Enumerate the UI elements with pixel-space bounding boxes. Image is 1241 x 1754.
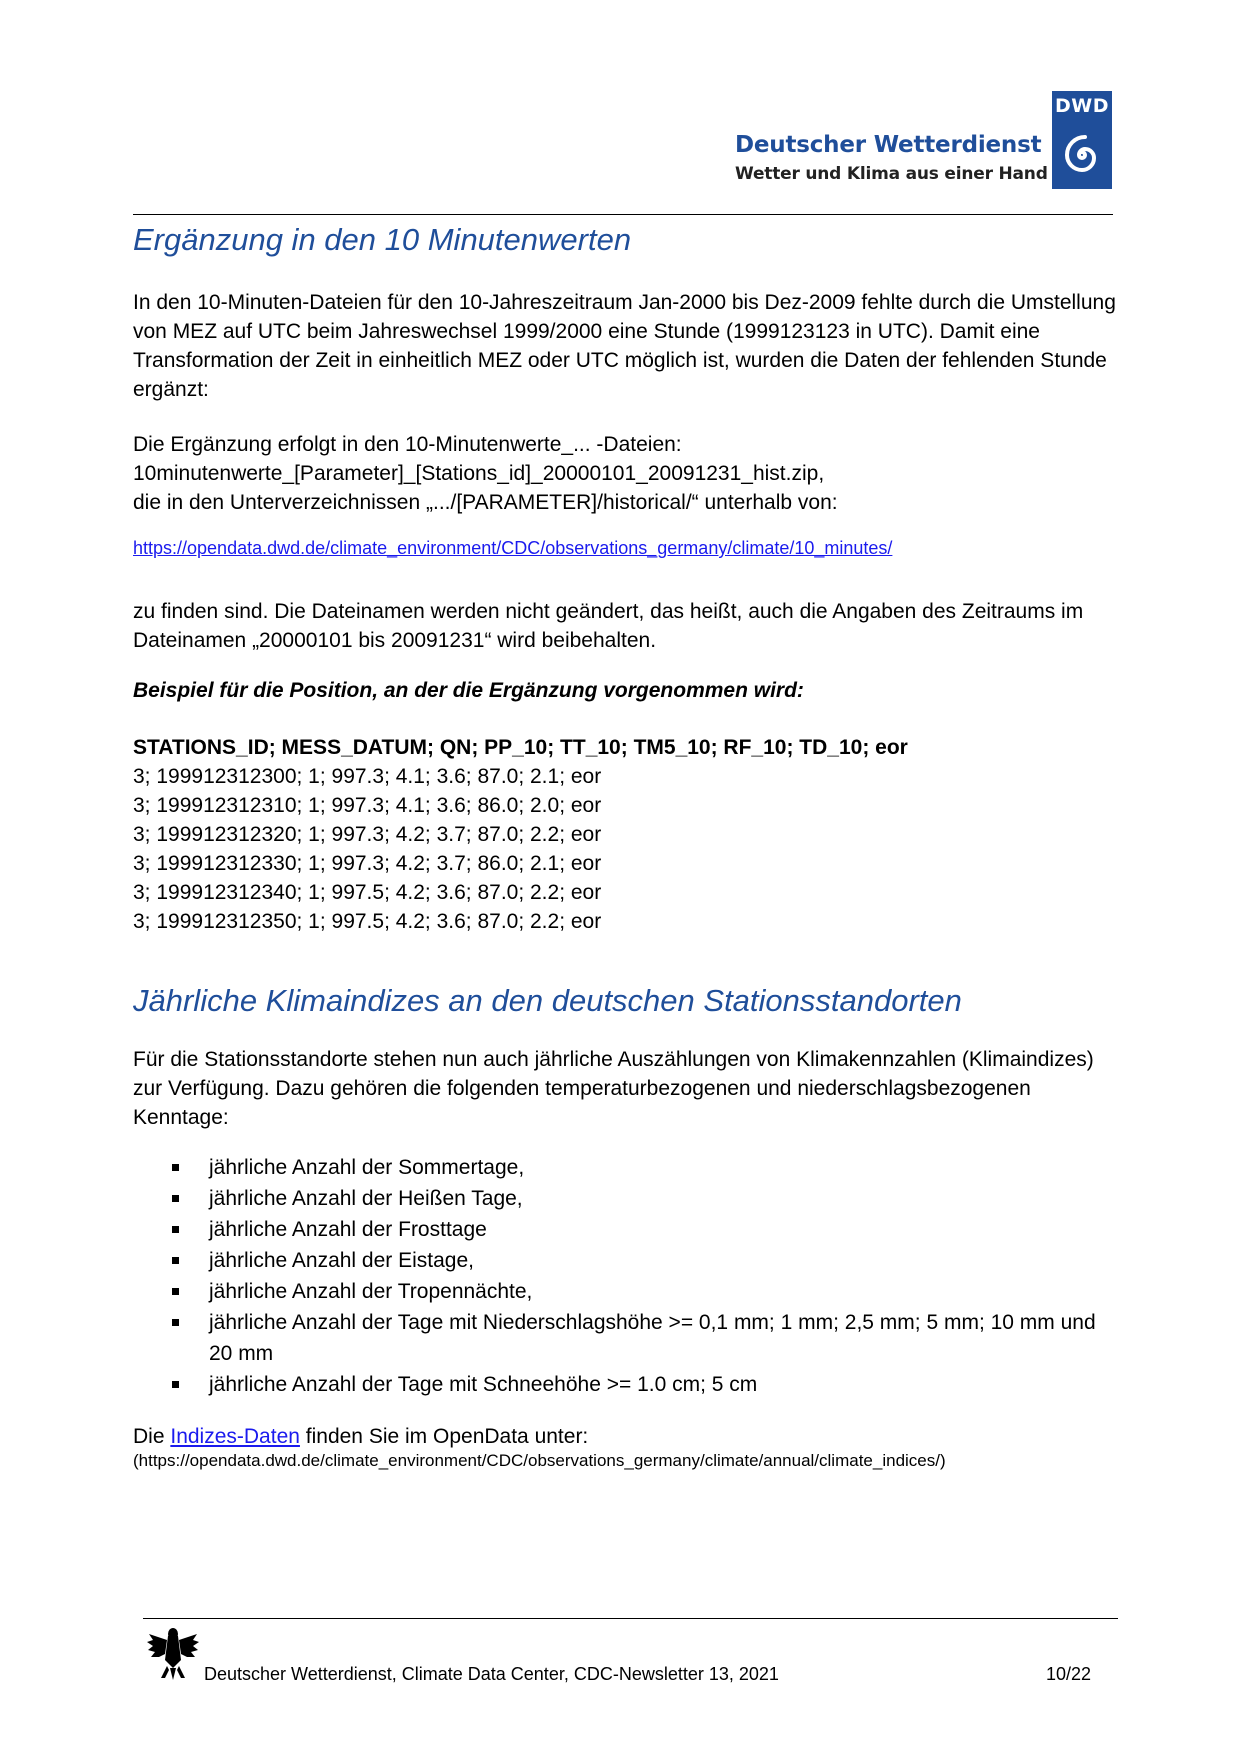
section-heading-10min: Ergänzung in den 10 Minutenwerten: [133, 222, 632, 257]
paragraph-intro: In den 10-Minuten-Dateien für den 10-Jahreszeitraum Jan-2000 bis Dez-2009 fehlte durch die Umstellung von MEZ auf UTC beim Jahreswechsel 1999/2000 eine Stunde (1999123123 in UTC). Damit eine Transformation der Zeit in einheitlich MEZ oder UTC möglich ist, wurden die Daten der fehlenden Stunde ergänzt:: [133, 291, 1116, 401]
bullet-icon: [172, 1195, 179, 1202]
page-number: 10/22: [1046, 1664, 1092, 1684]
dwd-logo-text: DWD: [1054, 95, 1109, 117]
dwd-logo: [1052, 91, 1112, 189]
list-item: jährliche Anzahl der Heißen Tage,: [172, 1183, 1102, 1214]
federal-eagle-icon: [145, 1624, 201, 1682]
files-line-1: Die Ergänzung erfolgt in den 10-Minutenwerte_... -Dateien:: [133, 433, 682, 456]
example-title: Beispiel für die Position, an der die Ergänzung vorgenommen wird:: [133, 679, 804, 702]
table-row: 3; 199912312320; 1; 997.3; 4.2; 3.7; 87.0; 2.2; eor: [133, 823, 602, 846]
bullet-icon: [172, 1319, 179, 1326]
section-heading-climate-indices: Jährliche Klimaindizes an den deutschen Stationsstandorten: [133, 983, 962, 1018]
table-row: 3; 199912312310; 1; 997.3; 4.1; 3.6; 86.0; 2.0; eor: [133, 794, 602, 817]
bullet-icon: [172, 1381, 179, 1388]
table-row: 3; 199912312300; 1; 997.3; 4.1; 3.6; 87.0; 2.1; eor: [133, 765, 602, 788]
header-divider: [133, 214, 1113, 215]
bullet-icon: [172, 1164, 179, 1171]
paragraph-files: [133, 430, 1123, 517]
indices-data-link[interactable]: Indizes-Daten: [170, 1425, 300, 1448]
list-item: jährliche Anzahl der Tropennächte,: [172, 1276, 1102, 1307]
list-item: jährliche Anzahl der Sommertage,: [172, 1152, 1102, 1183]
org-name: Deutscher Wetterdienst: [735, 132, 1042, 158]
list-item: jährliche Anzahl der Frosttage: [172, 1214, 1102, 1245]
org-tagline: Wetter und Klima aus einer Hand: [735, 164, 1048, 184]
bullet-icon: [172, 1288, 179, 1295]
paragraph-filenames: zu finden sind. Die Dateinamen werden nicht geändert, das heißt, auch die Angaben des Zeitraums im Dateinamen „20000101 bis 20091231“ wird beibehalten.: [133, 600, 1084, 652]
files-line-2: 10minutenwerte_[Parameter]_[Stations_id]_20000101_20091231_hist.zip,: [133, 462, 825, 485]
list-item: jährliche Anzahl der Tage mit Schneehöhe >= 1.0 cm; 5 cm: [172, 1369, 1102, 1400]
paragraph-opendata: Die Indizes-Daten finden Sie im OpenData unter:: [133, 1425, 589, 1448]
spiral-icon: [1058, 125, 1106, 183]
table-row: 3; 199912312340; 1; 997.5; 4.2; 3.6; 87.0; 2.2; eor: [133, 881, 602, 904]
bullet-icon: [172, 1226, 179, 1233]
climate-indices-url: (https://opendata.dwd.de/climate_environment/CDC/observations_germany/climate/annual/climate_indices/): [133, 1451, 946, 1470]
footer-divider: [143, 1618, 1118, 1619]
list-item: jährliche Anzahl der Eistage,: [172, 1245, 1102, 1276]
table-header: STATIONS_ID; MESS_DATUM; QN; PP_10; TT_10; TM5_10; RF_10; TD_10; eor: [133, 736, 908, 759]
list-item: jährliche Anzahl der Tage mit Niederschlagshöhe >= 0,1 mm; 1 mm; 2,5 mm; 5 mm; 10 mm und 20 mm: [172, 1307, 1102, 1369]
opendata-10min-link[interactable]: https://opendata.dwd.de/climate_environment/CDC/observations_germany/climate/10_minutes/: [133, 538, 893, 558]
table-row: 3; 199912312330; 1; 997.3; 4.2; 3.7; 86.0; 2.1; eor: [133, 852, 602, 875]
paragraph-climate-indices: Für die Stationsstandorte stehen nun auch jährliche Auszählungen von Klimakennzahlen (Klimaindizes) zur Verfügung. Dazu gehören die folgenden temperaturbezogenen und niederschlagsbezogenen Kenntage:: [133, 1048, 1094, 1129]
header-brand: [735, 132, 1048, 184]
data-table: [133, 733, 908, 936]
table-row: 3; 199912312350; 1; 997.5; 4.2; 3.6; 87.0; 2.2; eor: [133, 910, 602, 933]
footer-text: Deutscher Wetterdienst, Climate Data Center, CDC-Newsletter 13, 2021: [204, 1664, 779, 1684]
indices-list: [172, 1152, 1102, 1400]
files-line-3: die in den Unterverzeichnissen „.../[PARAMETER]/historical/“ unterhalb von:: [133, 491, 838, 514]
bullet-icon: [172, 1257, 179, 1264]
